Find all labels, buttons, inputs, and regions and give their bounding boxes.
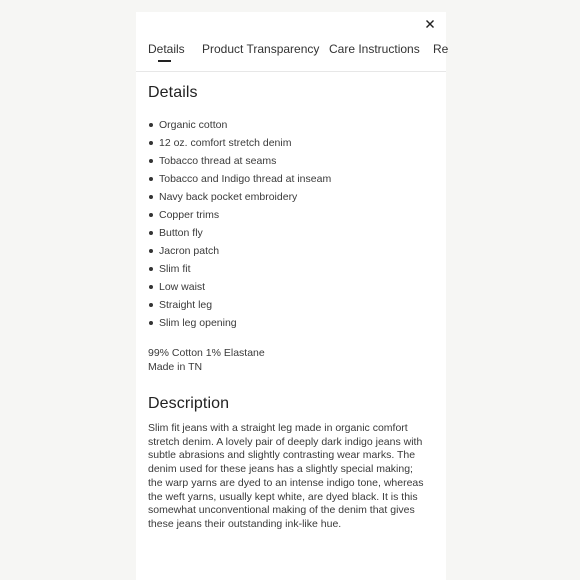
list-item: Slim leg opening: [148, 314, 426, 332]
panel-content: [148, 84, 426, 542]
tab-product-transparency[interactable]: Product Transparency: [202, 42, 320, 56]
description-text: Slim fit jeans with a straight leg made in organic comfort stretch denim. A lovely pair of deeply dark indigo jeans with subtle abrasions and slightly contrasting wear marks. The denim used for these jeans has a slightly special making; the warp yarns are dyed to an intense indigo tone, whereas the weft yarns, usually kept white, are dyed black. It is this somewhat unconventional making of the denim that gives these jeans their outstanding ink-like hue.: [148, 422, 424, 530]
list-item: Straight leg: [148, 296, 426, 314]
description-heading: Description: [148, 395, 230, 412]
list-item: Tobacco and Indigo thread at inseam: [148, 170, 426, 188]
composition-info: [148, 346, 426, 374]
tab-care-instructions[interactable]: Care Instructions: [329, 42, 420, 56]
list-item: Jacron patch: [148, 242, 426, 260]
list-item: Navy back pocket embroidery: [148, 188, 426, 206]
details-heading: Details: [148, 84, 198, 101]
origin-text: Made in TN: [148, 361, 203, 373]
list-item: 12 oz. comfort stretch denim: [148, 134, 426, 152]
composition-text: 99% Cotton 1% Elastane: [148, 347, 265, 359]
tab-details[interactable]: Details: [148, 42, 185, 56]
list-item: Slim fit: [148, 260, 426, 278]
list-item: Copper trims: [148, 206, 426, 224]
tab-truncated[interactable]: Re: [433, 42, 449, 56]
list-item: Low waist: [148, 278, 426, 296]
list-item: Tobacco thread at seams: [148, 152, 426, 170]
tab-bar: [136, 41, 449, 72]
list-item: Organic cotton: [148, 116, 426, 134]
list-item: Button fly: [148, 224, 426, 242]
product-info-panel: [136, 12, 449, 580]
close-icon: [422, 16, 438, 32]
details-list: [148, 116, 426, 332]
close-button[interactable]: [422, 16, 438, 32]
